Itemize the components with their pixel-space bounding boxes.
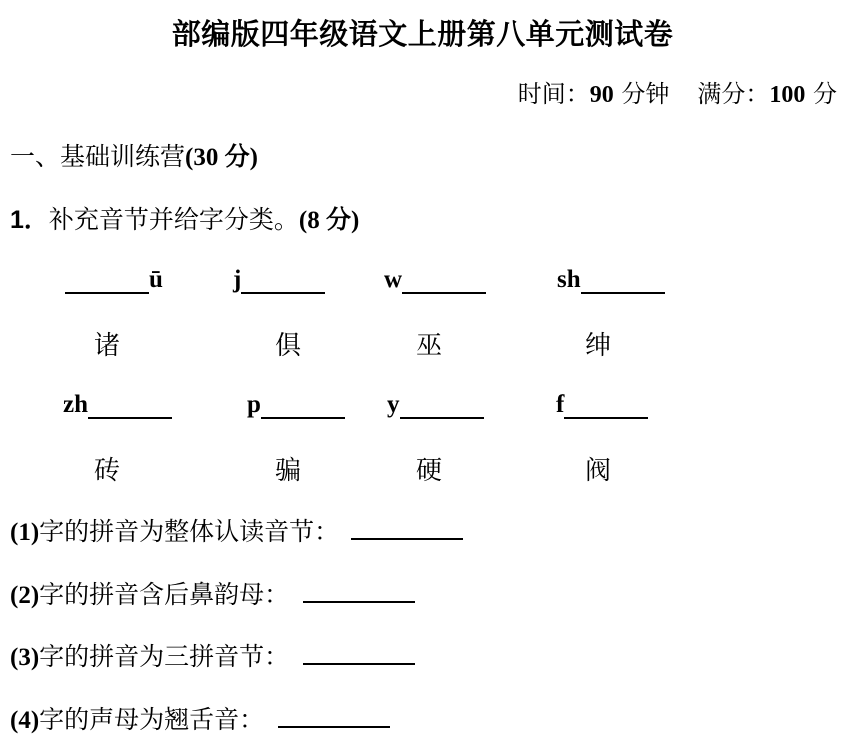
hanzi-char: 阀 (585, 456, 612, 486)
question-text: 补充音节并给字分类。 (48, 205, 299, 234)
score-unit: 分 (813, 80, 837, 108)
hanzi-char: 诸 (94, 331, 121, 361)
pinyin-item (387, 391, 484, 419)
pinyin-blank[interactable] (564, 395, 648, 419)
page-title: 部编版四年级语文上册第八单元测试卷 (171, 17, 674, 51)
subquestion-3 (10, 637, 415, 673)
pinyin-item (233, 266, 325, 294)
pinyin-item (557, 266, 665, 294)
subquestion-number: (1) (10, 519, 40, 546)
subquestion-text: 字的拼音含后鼻韵母： (39, 580, 290, 609)
pinyin-item (65, 266, 163, 294)
pinyin-item (247, 391, 345, 419)
subquestion-number: (4) (10, 707, 40, 734)
subquestion-1 (10, 512, 463, 548)
pinyin-item (63, 391, 172, 419)
subquestion-text: 字的拼音为整体认读音节： (39, 517, 340, 546)
question-1-prompt (10, 200, 359, 236)
pinyin-prefix: zh (63, 391, 88, 418)
pinyin-prefix: j (233, 266, 242, 293)
pinyin-blank[interactable] (402, 270, 486, 294)
subquestion-text: 字的声母为翘舌音： (39, 705, 265, 734)
time-unit: 分钟 (621, 80, 670, 108)
pinyin-suffix: ū (149, 266, 163, 293)
pinyin-item (384, 266, 486, 294)
pinyin-blank[interactable] (400, 395, 484, 419)
section-points: (30 分) (185, 144, 258, 171)
time-value: 90 (589, 82, 614, 108)
question-number: 1． (10, 206, 49, 234)
score-label: 满分： (697, 80, 770, 108)
hanzi-char: 砖 (94, 456, 121, 486)
hanzi-char: 绅 (585, 331, 612, 361)
answer-blank[interactable] (303, 579, 415, 603)
subquestion-number: (3) (10, 644, 40, 671)
time-label: 时间： (517, 80, 590, 108)
pinyin-item (556, 391, 648, 419)
pinyin-prefix: y (387, 391, 400, 418)
section-title: 一、基础训练营 (10, 142, 186, 171)
pinyin-blank[interactable] (581, 270, 665, 294)
hanzi-char: 硬 (416, 456, 443, 486)
pinyin-blank[interactable] (241, 270, 325, 294)
hanzi-char: 巫 (416, 331, 443, 361)
subquestion-4 (10, 700, 390, 736)
answer-blank[interactable] (303, 641, 415, 665)
pinyin-prefix: w (384, 266, 403, 293)
pinyin-blank[interactable] (65, 270, 149, 294)
hanzi-char: 俱 (275, 331, 302, 361)
pinyin-prefix: p (247, 391, 261, 418)
pinyin-blank[interactable] (88, 395, 172, 419)
score-value: 100 (769, 82, 806, 108)
answer-blank[interactable] (351, 516, 463, 540)
answer-blank[interactable] (278, 704, 390, 728)
exam-meta (518, 74, 837, 109)
subquestion-text: 字的拼音为三拼音节： (39, 642, 290, 671)
pinyin-prefix: sh (557, 266, 581, 293)
pinyin-blank[interactable] (261, 395, 345, 419)
subquestion-2 (10, 575, 415, 611)
subquestion-number: (2) (10, 582, 40, 609)
question-points: (8 分) (298, 207, 360, 234)
section-heading (10, 137, 258, 173)
pinyin-prefix: f (556, 391, 565, 418)
hanzi-char: 骗 (275, 456, 302, 486)
